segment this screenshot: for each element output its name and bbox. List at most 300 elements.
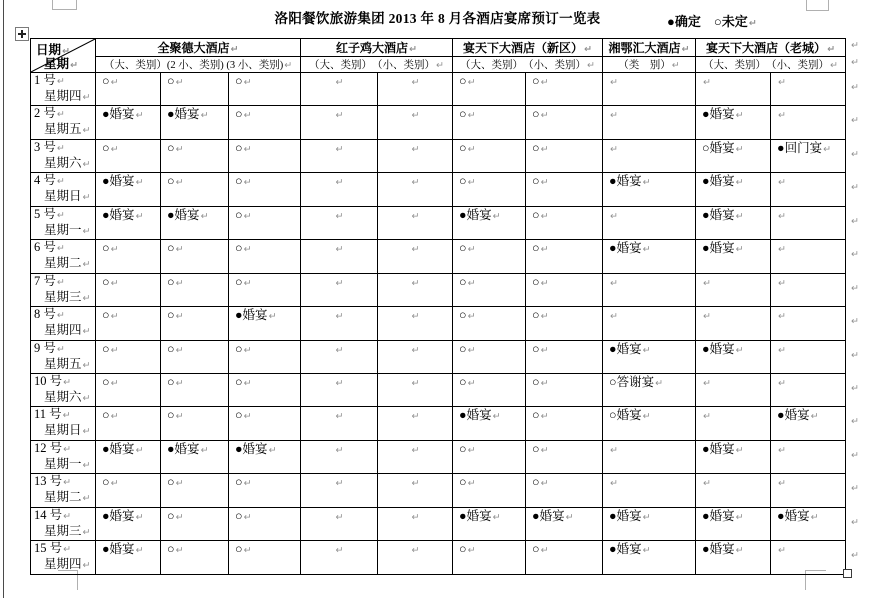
subheader-yantianxia-laocheng[interactable]: （大、类别） （小、类别）↵ <box>696 57 846 73</box>
booking-cell[interactable] <box>696 73 771 106</box>
booking-cell[interactable] <box>378 106 453 139</box>
paragraph-mark: ↵ <box>335 545 344 557</box>
paragraph-mark: ↵ <box>411 244 420 256</box>
booking-cell[interactable] <box>603 106 696 139</box>
subheader-yantianxia-xinqu[interactable]: （大、类别） （小、类别）↵ <box>453 57 603 73</box>
paragraph-mark: ↵ <box>778 77 786 88</box>
booking-cell[interactable] <box>696 206 771 239</box>
paragraph-mark: ↵ <box>735 110 744 122</box>
booking-cell[interactable] <box>696 106 771 139</box>
date-cell[interactable] <box>31 240 96 273</box>
paragraph-mark: ↵ <box>56 343 65 355</box>
header-row-hotels <box>31 39 846 57</box>
date-cell[interactable] <box>31 173 96 206</box>
date-cell[interactable] <box>31 307 96 340</box>
paragraph-mark: ↵ <box>735 244 744 256</box>
booking-cell[interactable] <box>96 474 161 507</box>
booking-cell[interactable] <box>771 173 846 206</box>
booking-value: ●婚宴 <box>702 542 735 557</box>
booking-cell[interactable] <box>96 407 161 440</box>
booking-cell[interactable] <box>696 373 771 406</box>
booking-cell[interactable] <box>696 273 771 306</box>
booking-cell[interactable] <box>161 307 229 340</box>
paragraph-mark: ↵ <box>63 376 72 388</box>
booking-value: ●婚宴 <box>702 174 735 189</box>
paragraph-mark: ↵ <box>681 44 690 55</box>
booking-cell[interactable] <box>453 240 526 273</box>
booking-cell[interactable] <box>771 106 846 139</box>
booking-cell[interactable] <box>771 373 846 406</box>
paragraph-mark: ↵ <box>56 142 65 154</box>
date-cell[interactable] <box>31 541 96 574</box>
booking-cell[interactable] <box>301 206 378 239</box>
booking-cell[interactable] <box>229 173 301 206</box>
booking-cell[interactable] <box>771 240 846 273</box>
booking-value: ○ <box>532 408 540 423</box>
booking-value: ●婚宴 <box>702 508 735 523</box>
booking-cell[interactable] <box>301 240 378 273</box>
booking-value: ○ <box>459 241 467 256</box>
weekday-label: 星期日 <box>44 423 82 438</box>
booking-cell[interactable] <box>771 407 846 440</box>
row-end-mark: ↵ <box>851 449 859 461</box>
booking-cell[interactable] <box>526 273 603 306</box>
paragraph-mark: ↵ <box>243 411 252 423</box>
booking-cell[interactable] <box>526 173 603 206</box>
booking-cell[interactable] <box>603 139 696 172</box>
booking-cell[interactable] <box>696 173 771 206</box>
date-cell[interactable] <box>31 73 96 106</box>
paragraph-mark: ↵ <box>135 545 144 557</box>
booking-cell[interactable] <box>378 541 453 574</box>
booking-value: ○ <box>459 542 467 557</box>
booking-cell[interactable] <box>453 541 526 574</box>
booking-cell[interactable] <box>378 240 453 273</box>
paragraph-mark: ↵ <box>200 110 209 122</box>
table-row <box>31 206 846 239</box>
table-row <box>31 106 846 139</box>
booking-cell[interactable] <box>301 541 378 574</box>
paragraph-mark: ↵ <box>62 46 70 57</box>
booking-cell[interactable] <box>161 206 229 239</box>
booking-cell[interactable] <box>771 440 846 473</box>
date-cell[interactable] <box>31 106 96 139</box>
booking-cell[interactable] <box>603 373 696 406</box>
booking-value: ○ <box>235 140 243 155</box>
booking-cell[interactable] <box>229 139 301 172</box>
paragraph-mark: ↵ <box>335 77 344 88</box>
hotel-header-yantianxia-xinqu[interactable]: 宴天下大酒店（新区）↵ <box>453 39 603 57</box>
booking-cell[interactable] <box>161 373 229 406</box>
booking-value: ○ <box>102 475 110 490</box>
booking-cell[interactable] <box>301 106 378 139</box>
booking-cell[interactable] <box>603 407 696 440</box>
paragraph-mark: ↵ <box>335 511 344 523</box>
booking-cell[interactable] <box>378 273 453 306</box>
booking-cell[interactable] <box>96 340 161 373</box>
booking-cell[interactable] <box>229 541 301 574</box>
booking-cell[interactable] <box>771 206 846 239</box>
paragraph-mark: ↵ <box>610 110 618 122</box>
table-row <box>31 407 846 440</box>
booking-cell[interactable] <box>526 340 603 373</box>
booking-cell[interactable] <box>453 139 526 172</box>
weekday-label: 星期二 <box>44 490 82 505</box>
booking-cell[interactable] <box>453 507 526 540</box>
booking-value: ○ <box>167 274 175 289</box>
date-label: 15 号 <box>34 541 63 556</box>
booking-cell[interactable] <box>453 407 526 440</box>
booking-value: ●婚宴 <box>167 441 200 456</box>
booking-cell[interactable] <box>96 206 161 239</box>
booking-cell[interactable] <box>161 507 229 540</box>
booking-cell[interactable] <box>378 139 453 172</box>
booking-cell[interactable] <box>301 340 378 373</box>
paragraph-mark: ↵ <box>411 77 420 88</box>
booking-cell[interactable] <box>229 474 301 507</box>
booking-value: ○ <box>167 174 175 189</box>
booking-value: ○ <box>235 74 243 88</box>
booking-cell[interactable] <box>229 440 301 473</box>
paragraph-mark: ↵ <box>467 444 476 456</box>
paragraph-mark: ↵ <box>540 545 549 557</box>
booking-cell[interactable] <box>453 273 526 306</box>
date-label: 3 号 <box>34 139 56 154</box>
booking-value: ○ <box>167 140 175 155</box>
paragraph-mark: ↵ <box>411 344 420 356</box>
booking-cell[interactable] <box>603 173 696 206</box>
booking-cell[interactable] <box>378 73 453 106</box>
booking-cell[interactable] <box>603 73 696 106</box>
paragraph-mark: ↵ <box>735 545 744 557</box>
booking-cell[interactable] <box>96 307 161 340</box>
booking-cell[interactable] <box>378 440 453 473</box>
date-cell[interactable] <box>31 407 96 440</box>
booking-cell[interactable] <box>771 273 846 306</box>
booking-cell[interactable] <box>453 373 526 406</box>
booking-cell[interactable] <box>696 407 771 440</box>
booking-cell[interactable] <box>301 139 378 172</box>
date-cell[interactable] <box>31 273 96 306</box>
hotel-header-quanjude[interactable]: 全聚德大酒店↵ <box>96 39 301 57</box>
booking-cell[interactable] <box>161 273 229 306</box>
booking-table <box>30 38 846 575</box>
paragraph-mark: ↵ <box>492 210 501 222</box>
table-row <box>31 440 846 473</box>
booking-value: ○ <box>532 207 540 222</box>
booking-cell[interactable] <box>603 307 696 340</box>
date-label: 1 号 <box>34 73 56 87</box>
booking-cell[interactable] <box>526 307 603 340</box>
booking-cell[interactable] <box>161 106 229 139</box>
booking-cell[interactable] <box>229 340 301 373</box>
booking-cell[interactable] <box>603 273 696 306</box>
booking-cell[interactable] <box>96 173 161 206</box>
paragraph-mark: ↵ <box>642 411 651 423</box>
booking-cell[interactable] <box>453 340 526 373</box>
booking-cell[interactable] <box>603 206 696 239</box>
paragraph-mark: ↵ <box>82 192 91 204</box>
booking-value: ○ <box>235 508 243 523</box>
booking-value: ○ <box>167 542 175 557</box>
paragraph-mark: ↵ <box>467 344 476 356</box>
booking-cell[interactable] <box>453 206 526 239</box>
booking-value: ●婚宴 <box>702 341 735 356</box>
booking-cell[interactable] <box>771 139 846 172</box>
booking-cell[interactable] <box>96 541 161 574</box>
booking-cell[interactable] <box>378 307 453 340</box>
booking-cell[interactable] <box>96 373 161 406</box>
booking-cell[interactable] <box>301 407 378 440</box>
booking-cell[interactable] <box>229 106 301 139</box>
date-cell[interactable] <box>31 507 96 540</box>
paragraph-mark: ↵ <box>135 210 144 222</box>
booking-cell[interactable] <box>229 373 301 406</box>
booking-cell[interactable] <box>301 507 378 540</box>
booking-cell[interactable] <box>161 340 229 373</box>
booking-cell[interactable] <box>301 307 378 340</box>
paragraph-mark: ↵ <box>411 545 420 557</box>
subheader-quanjude[interactable]: （大、类别）(2 小、类别) (3 小、类别)↵ <box>96 57 301 73</box>
row-end-mark: ↵ <box>851 516 859 528</box>
booking-cell[interactable] <box>161 139 229 172</box>
booking-cell[interactable] <box>301 273 378 306</box>
paragraph-mark: ↵ <box>735 143 744 155</box>
booking-cell[interactable] <box>526 73 603 106</box>
paragraph-mark: ↵ <box>642 511 651 523</box>
booking-cell[interactable] <box>301 474 378 507</box>
booking-cell[interactable] <box>301 73 378 106</box>
paragraph-mark: ↵ <box>735 511 744 523</box>
booking-value: ○ <box>532 374 540 389</box>
booking-cell[interactable] <box>696 440 771 473</box>
booking-value: ●婚宴 <box>459 508 492 523</box>
date-cell[interactable] <box>31 373 96 406</box>
booking-cell[interactable] <box>453 73 526 106</box>
paragraph-mark: ↵ <box>82 426 91 438</box>
booking-cell[interactable] <box>526 440 603 473</box>
paragraph-mark: ↵ <box>642 344 651 356</box>
paragraph-mark: ↵ <box>748 18 757 29</box>
booking-cell[interactable] <box>96 106 161 139</box>
booking-cell[interactable] <box>603 541 696 574</box>
booking-value: ●婚宴 <box>167 107 200 122</box>
paragraph-mark: ↵ <box>110 377 119 389</box>
row-end-mark: ↵ <box>851 181 859 193</box>
booking-cell[interactable] <box>161 474 229 507</box>
booking-cell[interactable] <box>378 373 453 406</box>
booking-cell[interactable] <box>161 240 229 273</box>
booking-cell[interactable] <box>301 373 378 406</box>
booking-cell[interactable] <box>696 307 771 340</box>
booking-cell[interactable] <box>378 407 453 440</box>
booking-cell[interactable] <box>378 507 453 540</box>
booking-value: ○ <box>532 107 540 122</box>
paragraph-mark: ↵ <box>335 478 344 490</box>
weekday-label: 星期四 <box>44 557 82 572</box>
booking-cell[interactable] <box>96 440 161 473</box>
booking-value: ○ <box>102 74 110 88</box>
paragraph-mark: ↵ <box>82 125 91 137</box>
booking-cell[interactable] <box>603 474 696 507</box>
booking-value: ●婚宴 <box>609 341 642 356</box>
booking-cell[interactable] <box>453 173 526 206</box>
booking-cell[interactable] <box>771 474 846 507</box>
booking-cell[interactable] <box>96 240 161 273</box>
paragraph-mark: ↵ <box>411 511 420 523</box>
booking-cell[interactable] <box>603 340 696 373</box>
booking-cell[interactable] <box>603 440 696 473</box>
weekday-label: 星期三 <box>44 523 82 538</box>
row-end-mark: ↵ <box>851 549 859 561</box>
booking-value: ○婚宴 <box>609 408 642 423</box>
row-end-mark: ↵ <box>851 148 859 160</box>
booking-cell[interactable] <box>771 340 846 373</box>
booking-cell[interactable] <box>229 273 301 306</box>
row-end-mark: ↵ <box>851 482 859 494</box>
booking-cell[interactable] <box>161 541 229 574</box>
paragraph-mark: ↵ <box>467 377 476 389</box>
paragraph-mark: ↵ <box>110 411 119 423</box>
booking-value: ○ <box>167 408 175 423</box>
booking-value: ○ <box>167 508 175 523</box>
date-cell[interactable] <box>31 340 96 373</box>
booking-value: ○ <box>235 207 243 222</box>
table-row <box>31 507 846 540</box>
booking-cell[interactable] <box>378 173 453 206</box>
booking-cell[interactable] <box>229 507 301 540</box>
booking-value: ○婚宴 <box>702 140 735 155</box>
date-cell[interactable] <box>31 139 96 172</box>
booking-value: ●婚宴 <box>609 542 642 557</box>
paragraph-mark: ↵ <box>243 110 252 122</box>
paragraph-mark: ↵ <box>82 493 91 505</box>
booking-cell[interactable] <box>696 541 771 574</box>
booking-cell[interactable] <box>771 73 846 106</box>
hotel-header-xiangehui[interactable]: 湘鄂汇大酒店↵ <box>603 39 696 57</box>
table-row <box>31 340 846 373</box>
subheader-xiangehui[interactable]: （类 别）↵ <box>603 57 696 73</box>
booking-cell[interactable] <box>696 474 771 507</box>
table-resize-handle-icon[interactable] <box>843 569 852 578</box>
booking-cell[interactable] <box>526 373 603 406</box>
paragraph-mark: ↵ <box>82 92 91 103</box>
booking-cell[interactable] <box>229 407 301 440</box>
table-row <box>31 474 846 507</box>
booking-cell[interactable] <box>453 307 526 340</box>
row-end-mark: ↵ <box>851 282 859 294</box>
booking-cell[interactable] <box>96 273 161 306</box>
date-label: 7 号 <box>34 273 56 288</box>
booking-value: ●婚宴 <box>235 441 268 456</box>
booking-cell[interactable] <box>771 541 846 574</box>
booking-cell[interactable] <box>96 507 161 540</box>
booking-cell[interactable] <box>378 206 453 239</box>
date-cell[interactable] <box>31 440 96 473</box>
header-date-week-cell[interactable] <box>31 39 96 73</box>
booking-value: ○ <box>235 107 243 122</box>
booking-cell[interactable] <box>301 440 378 473</box>
paragraph-mark: ↵ <box>243 244 252 256</box>
booking-cell[interactable] <box>526 474 603 507</box>
paragraph-mark: ↵ <box>284 60 293 71</box>
booking-cell[interactable] <box>696 240 771 273</box>
paragraph-mark: ↵ <box>411 177 420 189</box>
row-end-mark: ↵ <box>851 382 859 394</box>
paragraph-mark: ↵ <box>778 444 786 456</box>
booking-cell[interactable] <box>603 507 696 540</box>
paragraph-mark: ↵ <box>110 143 119 155</box>
paragraph-mark: ↵ <box>411 377 420 389</box>
booking-value: ●婚宴 <box>102 207 135 222</box>
booking-cell[interactable] <box>696 139 771 172</box>
booking-cell[interactable] <box>378 340 453 373</box>
booking-cell[interactable] <box>161 440 229 473</box>
booking-value: ○ <box>102 274 110 289</box>
booking-cell[interactable] <box>453 474 526 507</box>
booking-cell[interactable] <box>526 407 603 440</box>
booking-cell[interactable] <box>301 173 378 206</box>
booking-cell[interactable] <box>96 73 161 106</box>
paragraph-mark: ↵ <box>411 277 420 289</box>
paragraph-mark: ↵ <box>200 444 209 456</box>
booking-cell[interactable] <box>771 507 846 540</box>
booking-cell[interactable] <box>96 139 161 172</box>
paragraph-mark: ↵ <box>243 377 252 389</box>
booking-cell[interactable] <box>229 240 301 273</box>
booking-cell[interactable] <box>161 173 229 206</box>
booking-cell[interactable] <box>526 541 603 574</box>
booking-cell[interactable] <box>453 106 526 139</box>
paragraph-mark: ↵ <box>778 344 786 356</box>
row-end-mark: ↵ <box>851 248 859 260</box>
paragraph-mark: ↵ <box>467 143 476 155</box>
paragraph-mark: ↵ <box>135 177 144 189</box>
booking-cell[interactable] <box>453 440 526 473</box>
table-move-handle-icon[interactable] <box>15 27 29 41</box>
booking-value: ○ <box>532 241 540 256</box>
booking-cell[interactable] <box>696 507 771 540</box>
booking-cell[interactable] <box>603 240 696 273</box>
subheader-hongziji[interactable]: （大、类别） （小、类别）↵ <box>301 57 453 73</box>
table-row <box>31 541 846 574</box>
booking-value: ○ <box>532 542 540 557</box>
paragraph-mark: ↵ <box>735 344 744 356</box>
booking-cell[interactable] <box>526 206 603 239</box>
booking-cell[interactable] <box>771 307 846 340</box>
booking-value: ○ <box>459 308 467 323</box>
booking-cell[interactable] <box>526 139 603 172</box>
paragraph-mark: ↵ <box>735 177 744 189</box>
booking-cell[interactable] <box>526 507 603 540</box>
paragraph-mark: ↵ <box>703 277 711 289</box>
booking-cell[interactable] <box>696 340 771 373</box>
date-cell[interactable] <box>31 206 96 239</box>
booking-cell[interactable] <box>161 73 229 106</box>
booking-cell[interactable] <box>526 240 603 273</box>
hotel-header-yantianxia-laocheng[interactable]: 宴天下大酒店（老城）↵ <box>696 39 846 57</box>
paragraph-mark: ↵ <box>467 478 476 490</box>
booking-cell[interactable] <box>161 407 229 440</box>
booking-cell[interactable] <box>526 106 603 139</box>
hotel-header-hongziji[interactable]: 红子鸡大酒店↵ <box>301 39 453 57</box>
booking-cell[interactable] <box>378 474 453 507</box>
booking-cell[interactable] <box>229 307 301 340</box>
date-cell[interactable] <box>31 474 96 507</box>
weekday-label: 星期一 <box>44 456 82 471</box>
booking-cell[interactable] <box>229 206 301 239</box>
booking-cell[interactable] <box>229 73 301 106</box>
